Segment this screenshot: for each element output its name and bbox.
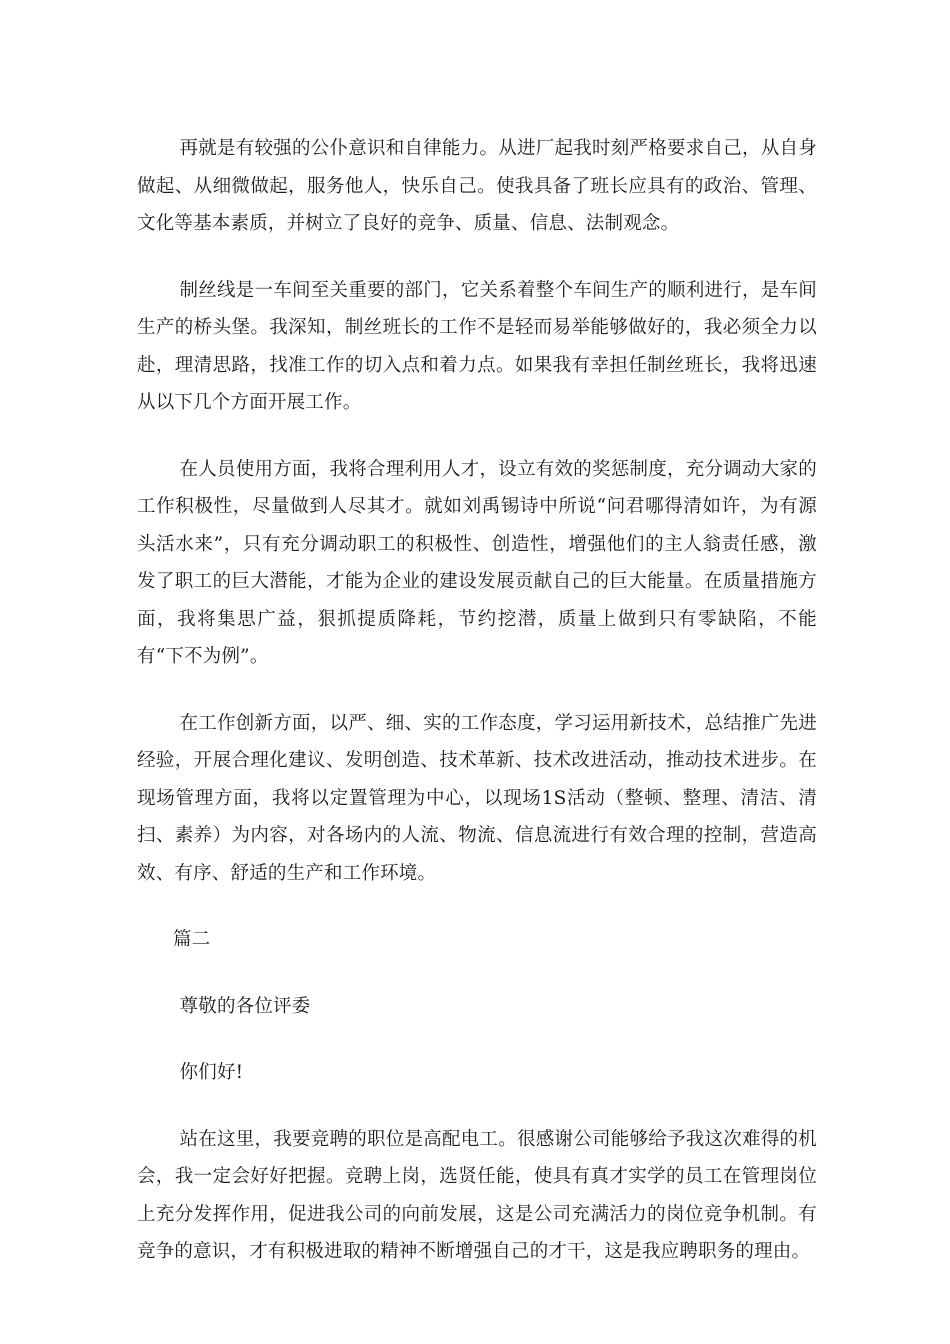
greeting: 你们好!	[179, 1062, 244, 1083]
document-body	[137, 130, 817, 1300]
paragraph-1: 再就是有较强的公仆意识和自律能力。从进厂起我时刻严格要求自己，从自身做起、从细微做起，服务他人，快乐自己。使我具备了班长应具有的政治、管理、文化等基本素质，并树立了良好的竞争、质量、信息、法制观念。	[137, 138, 817, 234]
closing-paragraph: 站在这里，我要竞聘的职位是高配电工。很感谢公司能够给予我这次难得的机会，我一定会好好把握。竞聘上岗，选贤任能，使具有真才实学的员工在管理岗位上充分发挥作用，促进我公司的向前发展，这是公司充满活力的岗位竞争机制。有竞争的意识，才有积极进取的精神不断增强自己的才干，这是我应聘职务的理由。	[137, 1128, 817, 1262]
section-title: 篇二	[173, 929, 211, 950]
paragraph-4: 在工作创新方面，以严、细、实的工作态度，学习运用新技术，总结推广先进经验，开展合理化建议、发明创造、技术革新、技术改进活动，推动技术进步。在现场管理方面，我将以定置管理为中心，以现场1S活动（整顿、整理、清洁、清扫、素养）为内容，对各场内的人流、物流、信息流进行有效合理的控制，营造高效、有序、舒适的生产和工作环境。	[137, 712, 817, 884]
salutation: 尊敬的各位评委	[179, 995, 311, 1017]
paragraph-3: 在人员使用方面，我将合理利用人才，设立有效的奖惩制度，充分调动大家的工作积极性，尽量做到人尽其才。就如刘禹锡诗中所说“问君哪得清如许，为有源头活水来”，只有充分调动职工的积极性、创造性，增强他们的主人翁责任感，激发了职工的巨大潜能，才能为企业的建设发展贡献自己的巨大能量。在质量措施方面，我将集思广益，狠抓提质降耗，节约挖潜，质量上做到只有零缺陷，不能有“下不为例”。	[137, 458, 817, 667]
paragraph-2: 制丝线是一车间至关重要的部门，它关系着整个车间生产的顺利进行，是车间生产的桥头堡。我深知，制丝班长的工作不是轻而易举能够做好的，我必须全力以赴，理清思路，找准工作的切入点和着力点。如果我有幸担任制丝班长，我将迅速从以下几个方面开展工作。	[137, 279, 817, 413]
